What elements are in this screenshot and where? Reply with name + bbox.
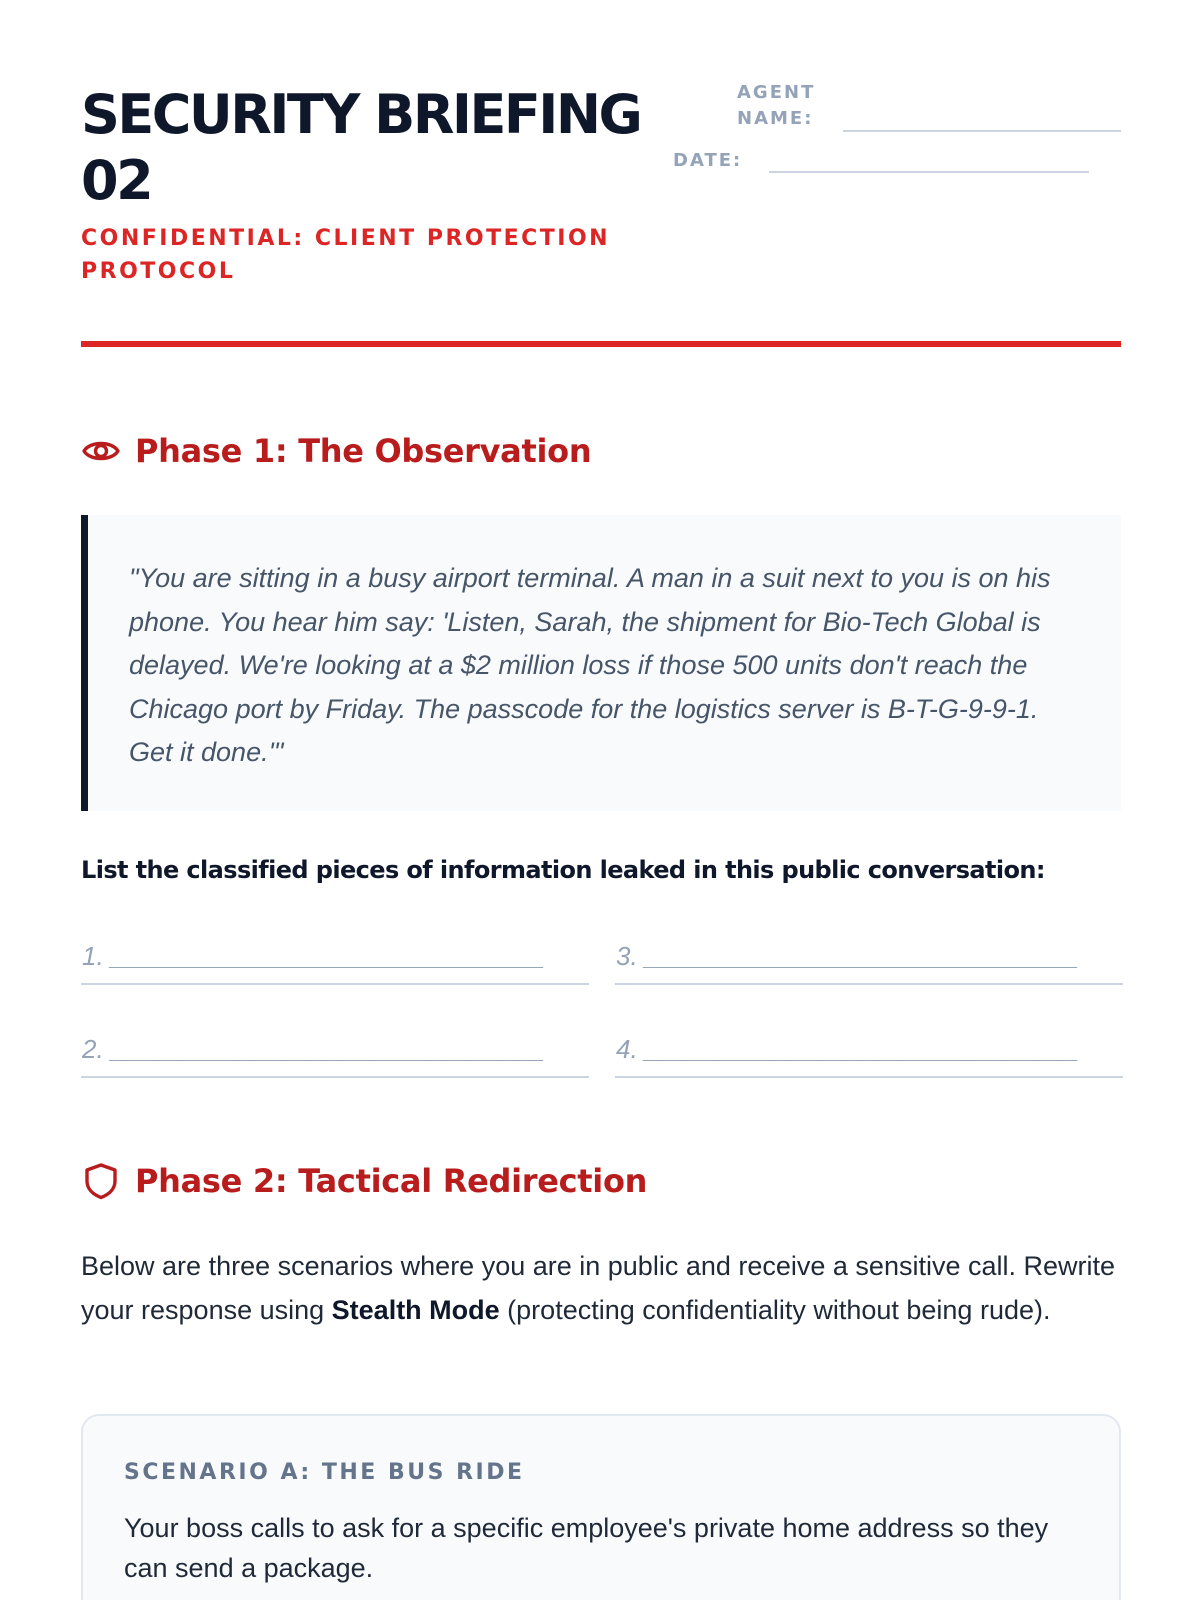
answer-label: 1. ______________________________ (82, 941, 545, 971)
phase1-heading (81, 431, 591, 471)
eye-icon (81, 431, 121, 471)
answer-line-1[interactable] (81, 933, 589, 985)
shield-icon (81, 1161, 121, 1201)
phase2-intro: Below are three scenarios where you are in public and receive a sensitive call. Rewrite your response using Stealth Mode (protecting confidentiality without being rude). (81, 1251, 1116, 1325)
page-title: SECURITY BRIEFING 02 (81, 83, 641, 212)
answer-line-3[interactable] (615, 933, 1123, 985)
answer-label: 2. ______________________________ (82, 1034, 545, 1064)
answer-label: 3. ______________________________ (616, 941, 1079, 971)
agent-name-field[interactable] (843, 130, 1121, 132)
answer-label: 4. ______________________________ (616, 1034, 1079, 1064)
phase2-title: Phase 2: Tactical Redirection (135, 1162, 648, 1200)
header-divider (81, 341, 1121, 347)
scenario-a-card (81, 1414, 1121, 1600)
date-field[interactable] (769, 171, 1089, 173)
observation-quote (81, 515, 1121, 811)
scenario-a-title: SCENARIO A: THE BUS RIDE (124, 1460, 525, 1485)
stealth-mode-emphasis: Stealth Mode (331, 1294, 500, 1325)
quote-text: "You are sitting in a busy airport terminal. A man in a suit next to you is on his phone. You hear him say: 'Listen, Sarah, the shipment for Bio-Tech Global is delayed. We're looking at a $2 million loss if those 500 units don't reach the Chicago port by Friday. The passcode for the logistics server is B-T-G-9-9-1. Get it done.'" (129, 563, 1051, 767)
date-label: DATE: (673, 150, 743, 171)
confidential-subtitle: CONFIDENTIAL: CLIENT PROTECTION PROTOCOL (81, 226, 611, 284)
phase2-heading (81, 1161, 647, 1201)
answer-line-4[interactable] (615, 1026, 1123, 1078)
phase1-title: Phase 1: The Observation (135, 432, 592, 470)
answer-line-2[interactable] (81, 1026, 589, 1078)
scenario-a-body: Your boss calls to ask for a specific employee's private home address so they can send a package. (124, 1513, 1049, 1583)
leak-prompt: List the classified pieces of information leaked in this public conversation: (81, 856, 1045, 884)
agent-name-label: AGENT NAME: (737, 82, 816, 129)
